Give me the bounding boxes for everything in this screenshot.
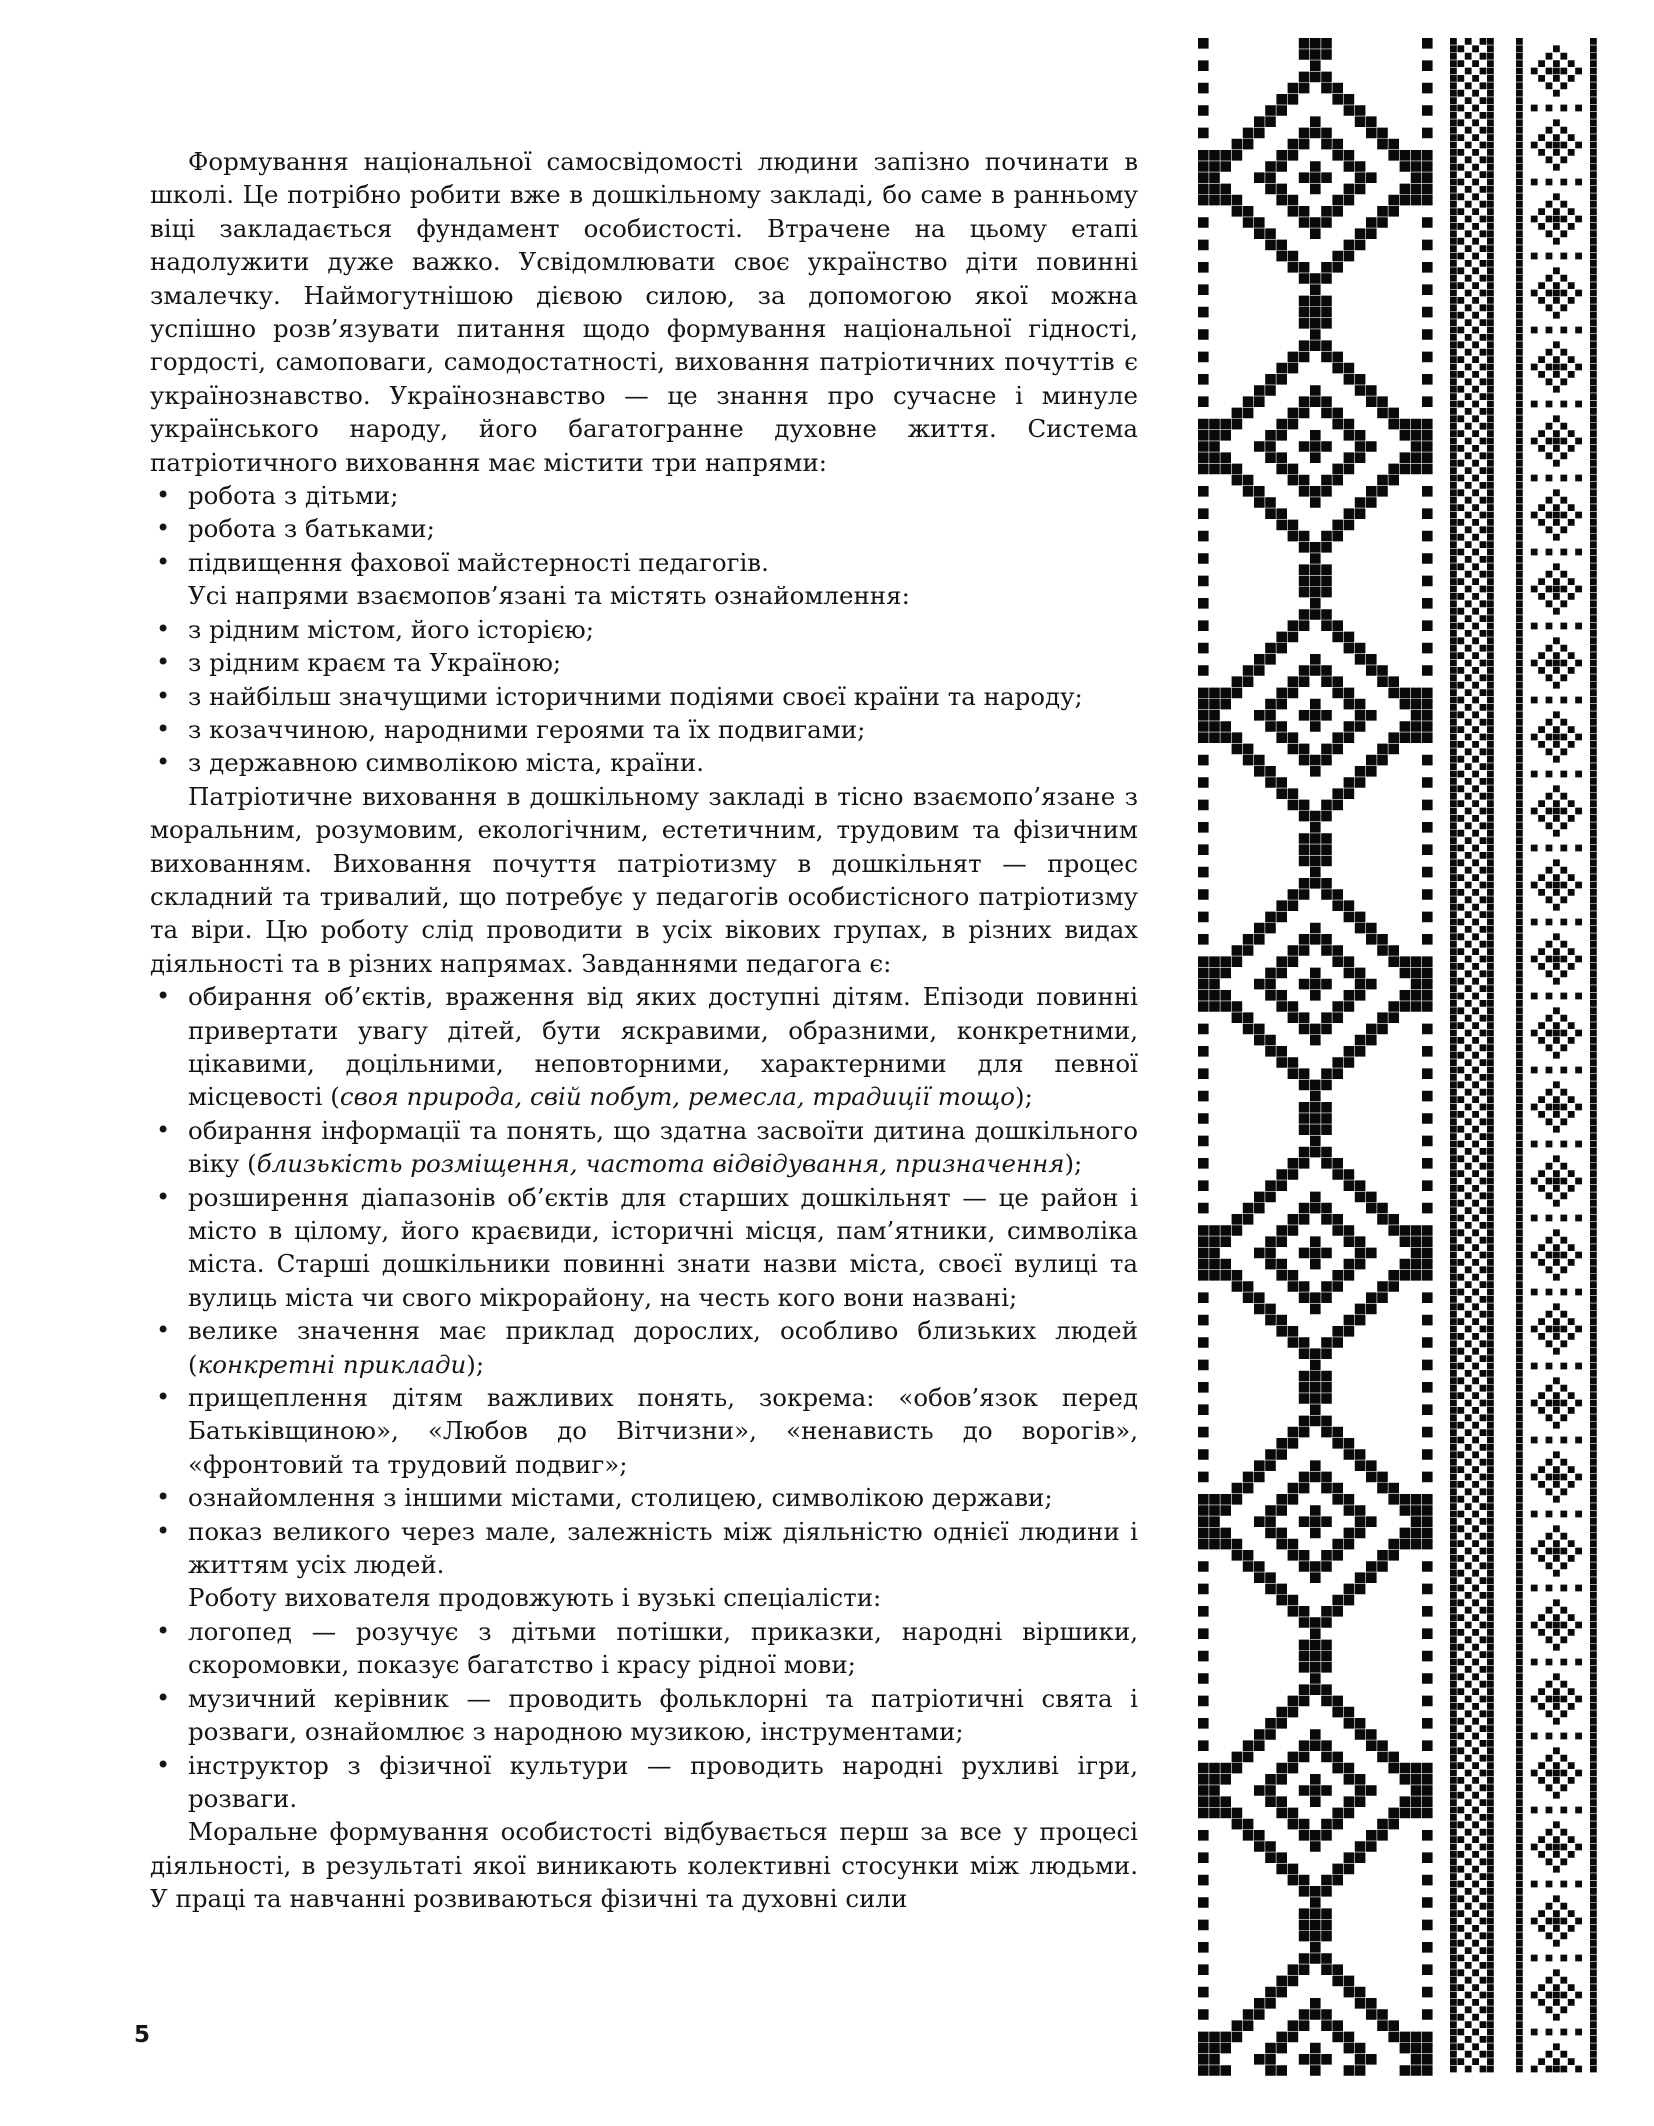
list-item: • обирання об’єктів, враження від яких доступні дітям. Епізоди повинні привертати увагу дітей, бути яскравими, образними, конкретними, цікавими, доцільними, неповторними, характерними для певної місцевості (своя природа, свій побут, ремесла, традиції тощо); bbox=[150, 980, 1138, 1114]
paragraph: Формування національної самосвідомості людини запізно починати в школі. Це потрібно робити вже в дошкільному закладі, бо саме в ранньому віці закладається фундамент особистості. Втрачене на цьому етапі надолужити дуже важко. Усвідомлювати своє українство діти повинні змалечку. Наймогутнішою дієвою силою, за допомогою якої можна успішно розв’язувати питання щодо формування національної гідності, гордості, самоповаги, самодостатності, виховання патріотичних почуттів є українознавство. Українознавство — це знання про сучасне і минуле українського народу, його багатогранне духовне життя. Система патріотичного виховання має містити три напрями: bbox=[150, 147, 1138, 477]
list-item: • з рідним краєм та Україною; bbox=[150, 646, 1138, 679]
directions-list bbox=[150, 479, 1138, 579]
embroidery-ornament-border bbox=[1198, 38, 1638, 2078]
paragraph: Роботу вихователя продовжують і вузькі спеціалісти: bbox=[188, 1583, 882, 1613]
list-item: • з рідним містом, його історією; bbox=[150, 613, 1138, 646]
list-item: • підвищення фахової майстерності педагогів. bbox=[150, 546, 1138, 579]
list-item: • логопед — розучує з дітьми потішки, приказки, народні віршики, скоромовки, показує багатство і красу рідної мови; bbox=[150, 1615, 1138, 1682]
paragraph: Усі напрями взаємопов’язані та містять ознайомлення: bbox=[188, 581, 910, 611]
specialists-list bbox=[150, 1615, 1138, 1815]
list-item: • розширення діапазонів об’єктів для старших дошкільнят — це район і місто в цілому, його краєвиди, історичні місця, пам’ятники, символіка міста. Старші дошкільники повинні знати назви міста, своєї вулиці та вулиць міста чи свого мікрорайону, на честь кого вони названі; bbox=[150, 1181, 1138, 1315]
list-item: • робота з батьками; bbox=[150, 512, 1138, 545]
list-item: • з козаччиною, народними героями та їх подвигами; bbox=[150, 713, 1138, 746]
page-number: 5 bbox=[134, 2022, 151, 2048]
ornament-side-bands bbox=[1450, 38, 1597, 2072]
ornament-main-band bbox=[1198, 38, 1433, 2076]
list-item: • велике значення має приклад дорослих, особливо близьких людей (конкретні приклади); bbox=[150, 1314, 1138, 1381]
main-text bbox=[150, 145, 1138, 1916]
list-item: • з найбільш значущими історичними подіями своєї країни та народу; bbox=[150, 680, 1138, 713]
paragraph: Патріотичне виховання в дошкільному закладі в тісно взаємопо’язане з моральним, розумовим, екологічним, естетичним, трудовим та фізичним вихованням. Виховання почуття патріотизму в дошкільнят — процес складний та тривалий, що потребує у педагогів особистісного патріотизму та віри. Цю роботу слід проводити в усіх вікових групах, в різних видах діяльності та в різних напрямах. Завданнями педагога є: bbox=[150, 781, 1138, 978]
list-item: • прищеплення дітям важливих понять, зокрема: «обов’язок перед Батьківщиною», «Любов до Вітчизни», «ненависть до ворогів», «фронтовий та трудовий подвиг»; bbox=[150, 1381, 1138, 1481]
list-item: • обирання інформації та понять, що здатна засвоїти дитина дошкільного віку (близькість розміщення, частота відвідування, призначення); bbox=[150, 1114, 1138, 1181]
list-item: • робота з дітьми; bbox=[150, 479, 1138, 512]
list-item: • з державною символікою міста, країни. bbox=[150, 746, 1138, 779]
tasks-list bbox=[150, 980, 1138, 1581]
paragraph: Моральне формування особистості відбувається перш за все у процесі діяльності, в результаті якої виникають колективні стосунки між людьми. У праці та навчанні розвиваються фізичні та духовні сили bbox=[150, 1817, 1138, 1914]
list-item: • показ великого через мале, залежність між діяльністю однієї людини і життям усіх людей. bbox=[150, 1515, 1138, 1582]
list-item: • музичний керівник — проводить фольклорні та патріотичні свята і розваги, ознайомлює з народною музикою, інструментами; bbox=[150, 1682, 1138, 1749]
list-item: • ознайомлення з іншими містами, столицею, символікою держави; bbox=[150, 1481, 1138, 1514]
list-item: • інструктор з фізичної культури — проводить народні рухливі ігри, розваги. bbox=[150, 1749, 1138, 1816]
acquaintance-list bbox=[150, 613, 1138, 780]
